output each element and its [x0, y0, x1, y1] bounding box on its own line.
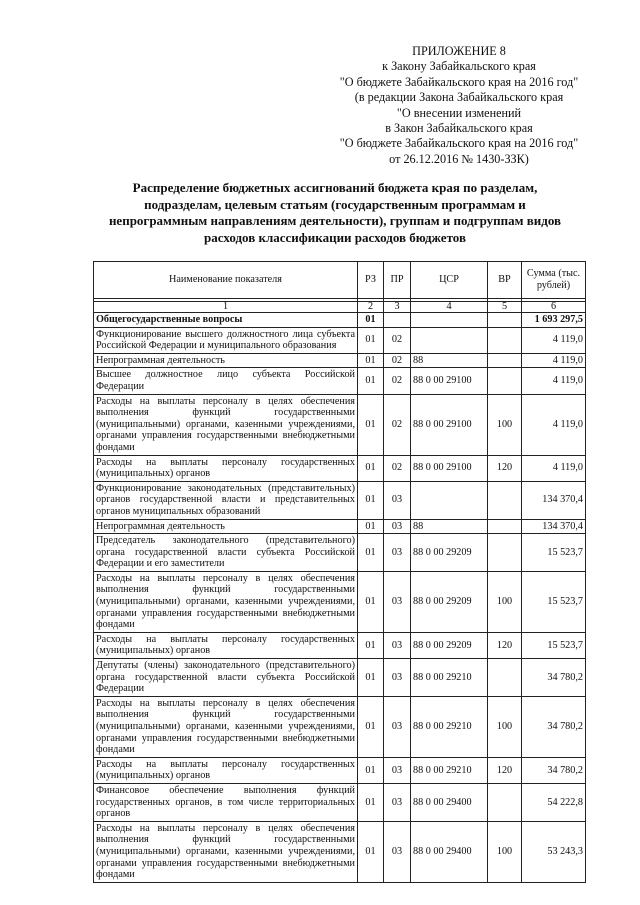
cell-sum: 4 119,0 — [522, 327, 586, 353]
document-title: Распределение бюджетных ассигнований бюджета края по разделам, подразделам, целевым статьям (государственным программам и непрограммным направлениям деятельности), группам и подгруппам видов расходов классификации расходов бюджетов — [108, 180, 562, 245]
table-row — [94, 571, 586, 632]
column-number: 4 — [411, 302, 488, 313]
cell-rz: 01 — [358, 534, 384, 572]
cell-sum: 134 370,4 — [522, 481, 586, 519]
header-pr: ПР — [384, 262, 411, 299]
header-vr: ВР — [488, 262, 522, 299]
cell-name: Финансовое обеспечение выполнения функций государственных органов, в том числе территориальных органов — [94, 783, 358, 821]
cell-sum: 4 119,0 — [522, 394, 586, 455]
cell-vr — [488, 534, 522, 572]
column-number: 2 — [358, 302, 384, 313]
appendix-line: "О бюджете Забайкальского края на 2016 год" — [339, 136, 579, 151]
cell-vr: 120 — [488, 632, 522, 658]
cell-vr: 100 — [488, 394, 522, 455]
appendix-line: "О бюджете Забайкальского края на 2016 год" — [339, 74, 579, 89]
cell-name: Расходы на выплаты персоналу государственных (муниципальных) органов — [94, 757, 358, 783]
cell-rz: 01 — [358, 368, 384, 394]
cell-name: Функционирование высшего должностного лица субъекта Российской Федерации и муниципального образования — [94, 327, 358, 353]
cell-name: Расходы на выплаты персоналу в целях обеспечения выполнения функций государственными (муниципальными) органами, казенными учреждениями, органами управления государственными внебюджетными фондами — [94, 571, 358, 632]
cell-name: Высшее должностное лицо субъекта Российской Федерации — [94, 368, 358, 394]
cell-vr — [488, 519, 522, 534]
cell-pr: 03 — [384, 481, 411, 519]
cell-csr: 88 0 00 29100 — [411, 394, 488, 455]
cell-rz: 01 — [358, 632, 384, 658]
cell-pr: 03 — [384, 632, 411, 658]
table-row — [94, 757, 586, 783]
cell-vr: 100 — [488, 696, 522, 757]
cell-name: Расходы на выплаты персоналу государственных (муниципальных) органов — [94, 632, 358, 658]
cell-pr: 03 — [384, 571, 411, 632]
table-row — [94, 632, 586, 658]
cell-pr: 02 — [384, 368, 411, 394]
cell-pr: 03 — [384, 659, 411, 697]
cell-rz: 01 — [358, 571, 384, 632]
cell-name: Непрограммная деятельность — [94, 353, 358, 368]
budget-table — [93, 261, 586, 883]
column-number: 1 — [94, 302, 358, 313]
table-row — [94, 353, 586, 368]
cell-sum: 34 780,2 — [522, 757, 586, 783]
cell-vr: 100 — [488, 571, 522, 632]
cell-rz: 01 — [358, 353, 384, 368]
cell-sum: 4 119,0 — [522, 368, 586, 394]
cell-pr: 03 — [384, 696, 411, 757]
cell-name: Депутаты (члены) законодательного (представительного) органа государственной власти субъекта Российской Федерации — [94, 659, 358, 697]
cell-rz: 01 — [358, 659, 384, 697]
cell-pr: 03 — [384, 757, 411, 783]
cell-name: Функционирование законодательных (представительных) органов государственной власти и представительных органов муниципальных образований — [94, 481, 358, 519]
cell-csr — [411, 327, 488, 353]
cell-vr: 100 — [488, 821, 522, 882]
cell-pr: 02 — [384, 327, 411, 353]
cell-csr: 88 0 00 29100 — [411, 368, 488, 394]
cell-csr: 88 0 00 29100 — [411, 455, 488, 481]
cell-vr — [488, 327, 522, 353]
cell-csr: 88 0 00 29400 — [411, 821, 488, 882]
cell-csr: 88 — [411, 519, 488, 534]
cell-rz: 01 — [358, 313, 384, 328]
cell-sum: 1 693 297,5 — [522, 313, 586, 328]
cell-vr: 120 — [488, 455, 522, 481]
table-row — [94, 696, 586, 757]
appendix-line: от 26.12.2016 № 1430-ЗЗК) — [389, 151, 529, 166]
column-number: 3 — [384, 302, 411, 313]
table-header-row — [94, 262, 586, 299]
table-row — [94, 455, 586, 481]
cell-rz: 01 — [358, 455, 384, 481]
cell-name: Председатель законодательного (представительного) органа государственной власти субъекта Российской Федерации и его заместители — [94, 534, 358, 572]
cell-sum: 15 523,7 — [522, 534, 586, 572]
table-row — [94, 821, 586, 882]
cell-sum: 53 243,3 — [522, 821, 586, 882]
cell-rz: 01 — [358, 519, 384, 534]
header-name: Наименование показателя — [94, 262, 358, 299]
cell-vr — [488, 481, 522, 519]
appendix-line: к Закону Забайкальского края — [382, 59, 536, 74]
cell-pr: 02 — [384, 353, 411, 368]
cell-vr — [488, 353, 522, 368]
header-rz: РЗ — [358, 262, 384, 299]
cell-rz: 01 — [358, 696, 384, 757]
cell-pr: 03 — [384, 783, 411, 821]
cell-name: Расходы на выплаты персоналу государственных (муниципальных) органов — [94, 455, 358, 481]
cell-pr: 03 — [384, 519, 411, 534]
cell-name: Непрограммная деятельность — [94, 519, 358, 534]
cell-csr — [411, 481, 488, 519]
cell-vr — [488, 659, 522, 697]
cell-csr: 88 0 00 29209 — [411, 571, 488, 632]
cell-pr: 02 — [384, 394, 411, 455]
cell-csr: 88 0 00 29400 — [411, 783, 488, 821]
table-row — [94, 519, 586, 534]
cell-vr — [488, 783, 522, 821]
cell-pr: 03 — [384, 534, 411, 572]
header-csr: ЦСР — [411, 262, 488, 299]
table-column-numbers — [94, 302, 586, 313]
cell-rz: 01 — [358, 757, 384, 783]
table-row — [94, 368, 586, 394]
cell-name: Расходы на выплаты персоналу в целях обеспечения выполнения функций государственными (муниципальными) органами, казенными учреждениями, органами управления государственными внебюджетными фондами — [94, 821, 358, 882]
cell-csr — [411, 313, 488, 328]
cell-csr: 88 0 00 29210 — [411, 696, 488, 757]
table-row — [94, 783, 586, 821]
column-number: 6 — [522, 302, 586, 313]
cell-sum: 15 523,7 — [522, 571, 586, 632]
cell-name: Расходы на выплаты персоналу в целях обеспечения выполнения функций государственными (муниципальными) органами, казенными учреждениями, органами управления государственными внебюджетными фондами — [94, 394, 358, 455]
cell-rz: 01 — [358, 821, 384, 882]
cell-vr — [488, 313, 522, 328]
cell-vr: 120 — [488, 757, 522, 783]
cell-sum: 4 119,0 — [522, 353, 586, 368]
cell-pr: 02 — [384, 455, 411, 481]
cell-sum: 4 119,0 — [522, 455, 586, 481]
cell-sum: 15 523,7 — [522, 632, 586, 658]
cell-rz: 01 — [358, 327, 384, 353]
cell-sum: 34 780,2 — [522, 659, 586, 697]
cell-rz: 01 — [358, 394, 384, 455]
appendix-line: ПРИЛОЖЕНИЕ 8 — [412, 44, 506, 58]
cell-rz: 01 — [358, 783, 384, 821]
table-row — [94, 481, 586, 519]
budget-table-body — [94, 313, 586, 883]
cell-sum: 134 370,4 — [522, 519, 586, 534]
cell-pr: 03 — [384, 821, 411, 882]
table-row — [94, 534, 586, 572]
appendix-header — [318, 44, 600, 167]
cell-vr — [488, 368, 522, 394]
cell-rz: 01 — [358, 481, 384, 519]
cell-sum: 34 780,2 — [522, 696, 586, 757]
cell-name: Общегосударственные вопросы — [94, 313, 358, 328]
cell-pr — [384, 313, 411, 328]
column-number: 5 — [488, 302, 522, 313]
header-sum: Сумма (тыс. рублей) — [522, 262, 586, 299]
cell-sum: 54 222,8 — [522, 783, 586, 821]
cell-csr: 88 0 00 29210 — [411, 757, 488, 783]
appendix-line: (в редакции Закона Забайкальского края — [354, 90, 564, 105]
cell-csr: 88 — [411, 353, 488, 368]
cell-csr: 88 0 00 29210 — [411, 659, 488, 697]
cell-csr: 88 0 00 29209 — [411, 632, 488, 658]
table-row — [94, 327, 586, 353]
appendix-line: "О внесении изменений — [396, 105, 522, 120]
cell-name: Расходы на выплаты персоналу в целях обеспечения выполнения функций государственными (муниципальными) органами, казенными учреждениями, органами управления государственными внебюджетными фондами — [94, 696, 358, 757]
table-row — [94, 659, 586, 697]
cell-csr: 88 0 00 29209 — [411, 534, 488, 572]
table-row — [94, 394, 586, 455]
table-row — [94, 313, 586, 328]
appendix-line: в Закон Забайкальского края — [385, 121, 533, 136]
